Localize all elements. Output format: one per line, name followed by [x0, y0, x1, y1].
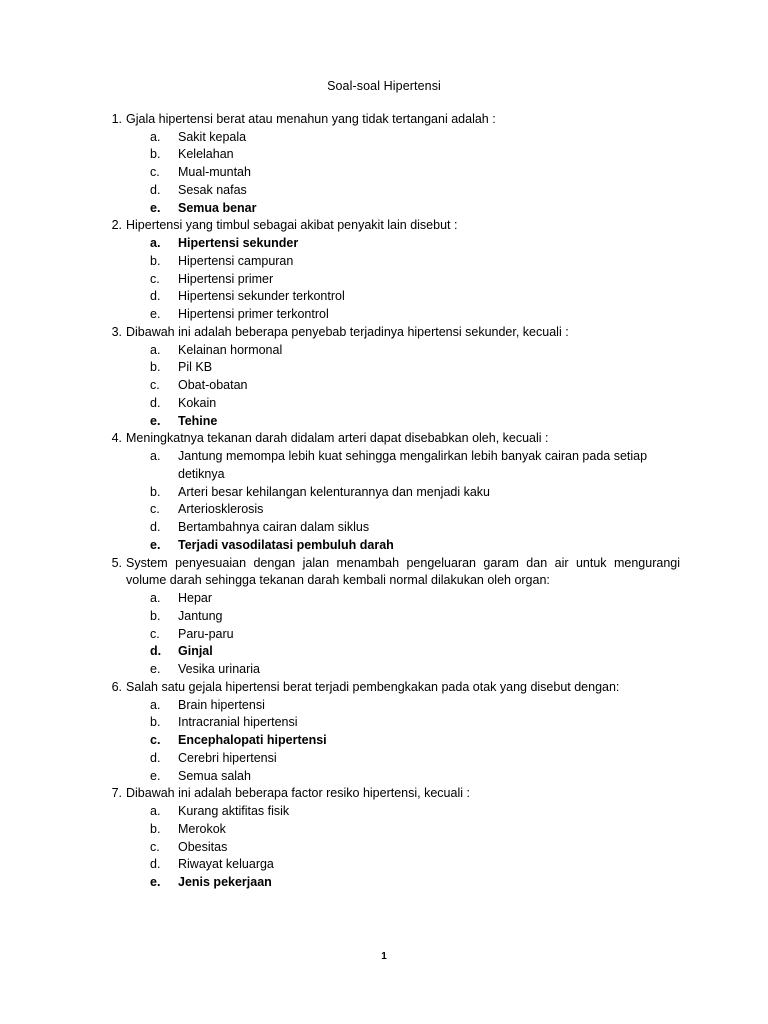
question-number: 1.: [111, 111, 122, 126]
option-item[interactable]: [150, 235, 680, 253]
option-item[interactable]: [150, 200, 680, 218]
question-number: 5.: [111, 555, 122, 570]
question-text: Dibawah ini adalah beberapa factor resiko hipertensi, kecuali :: [126, 786, 470, 801]
option-letter: a.: [150, 449, 161, 464]
option-item[interactable]: [150, 448, 680, 484]
option-letter: c.: [150, 165, 160, 180]
page-number: 1: [381, 951, 387, 962]
option-letter: a.: [150, 804, 161, 819]
question-item: [88, 555, 680, 679]
option-text: Hipertensi campuran: [178, 253, 294, 268]
question-number: 2.: [111, 218, 122, 233]
option-item[interactable]: [150, 821, 680, 839]
option-item[interactable]: [150, 608, 680, 626]
option-item[interactable]: [150, 856, 680, 874]
option-letter: b.: [150, 608, 161, 623]
option-item[interactable]: [150, 839, 680, 857]
option-text: Jantung: [178, 608, 223, 623]
option-item[interactable]: [150, 803, 680, 821]
option-text: Riwayat keluarga: [178, 857, 274, 872]
option-letter: c.: [150, 626, 160, 641]
option-letter: d.: [150, 857, 161, 872]
question-item: [88, 785, 680, 892]
option-text: Jenis pekerjaan: [178, 875, 272, 890]
option-item[interactable]: [150, 359, 680, 377]
option-item[interactable]: [150, 377, 680, 395]
option-item[interactable]: [150, 306, 680, 324]
option-item[interactable]: [150, 271, 680, 289]
option-item[interactable]: [150, 768, 680, 786]
option-item[interactable]: [150, 182, 680, 200]
option-list: [126, 803, 680, 892]
option-letter: b.: [150, 360, 161, 375]
option-text: Arteriosklerosis: [178, 502, 264, 517]
question-item: [88, 217, 680, 324]
question-number: 7.: [111, 786, 122, 801]
option-letter: d.: [150, 644, 162, 659]
option-text: Sakit kepala: [178, 129, 247, 144]
option-text: Kelelahan: [178, 147, 234, 162]
option-item[interactable]: [150, 395, 680, 413]
option-letter: c.: [150, 839, 160, 854]
question-text: Meningkatnya tekanan darah didalam arteri dapat disebabkan oleh, kecuali :: [126, 431, 549, 446]
question-item: [88, 679, 680, 786]
option-item[interactable]: [150, 146, 680, 164]
option-item[interactable]: [150, 626, 680, 644]
question-item: [88, 324, 680, 431]
option-text: Hipertensi sekunder: [178, 236, 299, 251]
option-letter: c.: [150, 271, 160, 286]
question-item: [88, 111, 680, 218]
option-text: Paru-paru: [178, 626, 234, 641]
option-text: Bertambahnya cairan dalam siklus: [178, 520, 370, 535]
option-text: Kokain: [178, 395, 217, 410]
option-text: Jantung memompa lebih kuat sehingga mengalirkan lebih banyak cairan pada setiap detiknya: [178, 449, 648, 481]
option-letter: c.: [150, 502, 160, 517]
question-number: 6.: [111, 679, 122, 694]
option-letter: e.: [150, 307, 161, 322]
option-item[interactable]: [150, 661, 680, 679]
option-text: Semua benar: [178, 200, 257, 215]
question-text: Dibawah ini adalah beberapa penyebab terjadinya hipertensi sekunder, kecuali :: [126, 324, 569, 339]
option-text: Vesika urinaria: [178, 662, 260, 677]
page-title: Soal-soal Hipertensi: [327, 79, 441, 93]
option-text: Cerebri hipertensi: [178, 750, 277, 765]
option-item[interactable]: [150, 643, 680, 661]
question-list: [88, 111, 680, 892]
option-item[interactable]: [150, 697, 680, 715]
option-letter: b.: [150, 253, 161, 268]
option-text: Arteri besar kehilangan kelenturannya dan menjadi kaku: [178, 484, 490, 499]
option-item[interactable]: [150, 714, 680, 732]
option-text: Intracranial hipertensi: [178, 715, 298, 730]
option-letter: b.: [150, 821, 161, 836]
option-list: [126, 342, 680, 431]
option-letter: a.: [150, 236, 161, 251]
question-number: 3.: [111, 324, 122, 339]
option-letter: e.: [150, 413, 161, 428]
option-item[interactable]: [150, 342, 680, 360]
option-item[interactable]: [150, 537, 680, 555]
question-item: [88, 430, 680, 554]
option-item[interactable]: [150, 874, 680, 892]
option-letter: d.: [150, 395, 161, 410]
option-text: Brain hipertensi: [178, 697, 265, 712]
option-letter: c.: [150, 378, 160, 393]
option-text: Kurang aktifitas fisik: [178, 804, 290, 819]
option-text: Sesak nafas: [178, 182, 247, 197]
option-letter: e.: [150, 662, 161, 677]
option-item[interactable]: [150, 253, 680, 271]
option-list: [126, 235, 680, 324]
option-text: Encephalopati hipertensi: [178, 733, 327, 748]
option-text: Tehine: [178, 413, 218, 428]
option-text: Ginjal: [178, 644, 213, 659]
option-item[interactable]: [150, 413, 680, 431]
option-letter: d.: [150, 520, 161, 535]
question-text: Hipertensi yang timbul sebagai akibat penyakit lain disebut :: [126, 218, 458, 233]
option-letter: a.: [150, 697, 161, 712]
option-text: Obat-obatan: [178, 378, 248, 393]
option-letter: e.: [150, 200, 161, 215]
option-text: Hipertensi sekunder terkontrol: [178, 289, 345, 304]
option-letter: e.: [150, 768, 161, 783]
option-letter: e.: [150, 537, 161, 552]
question-number: 4.: [111, 431, 122, 446]
option-item[interactable]: [150, 519, 680, 537]
option-item[interactable]: [150, 484, 680, 502]
question-text: Gjala hipertensi berat atau menahun yang tidak tertangani adalah :: [126, 111, 496, 126]
option-text: Hipertensi primer: [178, 271, 274, 286]
option-item[interactable]: [150, 732, 680, 750]
option-item[interactable]: [150, 750, 680, 768]
option-letter: b.: [150, 484, 161, 499]
option-text: Hipertensi primer terkontrol: [178, 307, 329, 322]
option-text: Hepar: [178, 591, 213, 606]
option-letter: d.: [150, 750, 161, 765]
option-list: [126, 129, 680, 218]
option-list: [126, 448, 680, 555]
option-letter: a.: [150, 342, 161, 357]
option-item[interactable]: [150, 590, 680, 608]
option-item[interactable]: [150, 501, 680, 519]
question-text: Salah satu gejala hipertensi berat terjadi pembengkakan pada otak yang disebut dengan:: [126, 679, 620, 694]
option-text: Terjadi vasodilatasi pembuluh darah: [178, 537, 394, 552]
option-text: Semua salah: [178, 768, 251, 783]
option-text: Mual-muntah: [178, 165, 251, 180]
option-letter: b.: [150, 147, 161, 162]
option-letter: e.: [150, 875, 161, 890]
option-item[interactable]: [150, 129, 680, 147]
option-list: [126, 697, 680, 786]
option-item[interactable]: [150, 288, 680, 306]
option-letter: a.: [150, 129, 161, 144]
option-list: [126, 590, 680, 679]
option-letter: b.: [150, 715, 161, 730]
option-item[interactable]: [150, 164, 680, 182]
option-letter: d.: [150, 182, 161, 197]
option-letter: c.: [150, 733, 161, 748]
question-text: System penyesuaian dengan jalan menambah pengeluaran garam dan air untuk mengurangi volume darah sehingga tekanan darah kembali normal dilakukan oleh organ:: [126, 555, 680, 588]
option-letter: d.: [150, 289, 161, 304]
option-text: Merokok: [178, 821, 226, 836]
option-text: Kelainan hormonal: [178, 342, 283, 357]
option-letter: a.: [150, 591, 161, 606]
option-text: Obesitas: [178, 839, 228, 854]
option-text: Pil KB: [178, 360, 213, 375]
